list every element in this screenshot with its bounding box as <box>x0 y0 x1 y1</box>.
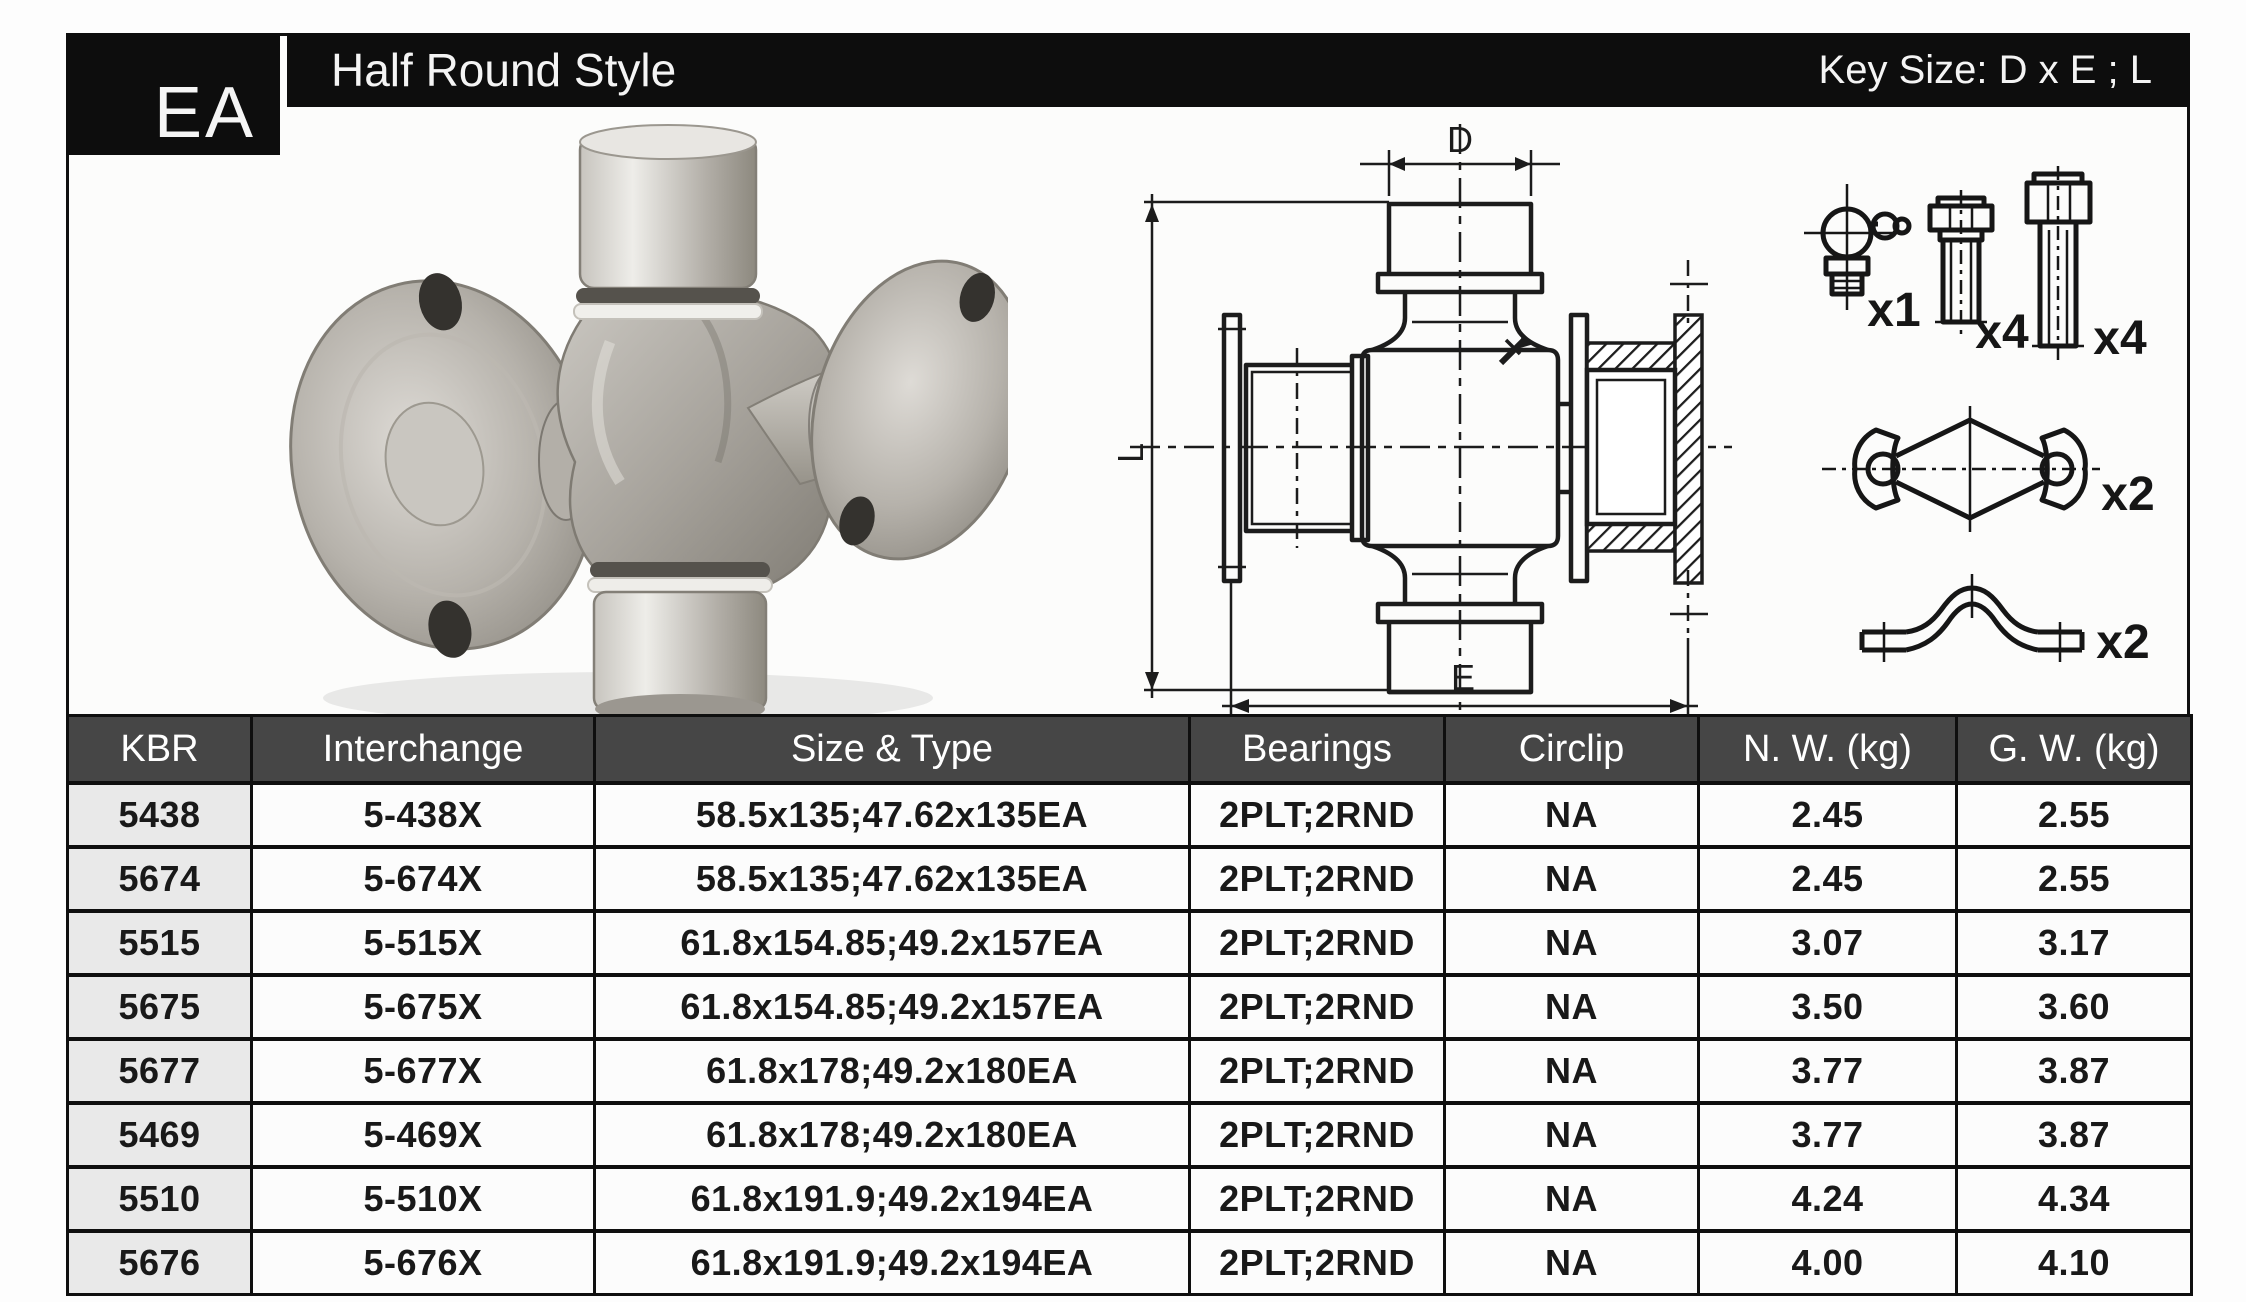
table-cell: 61.8x154.85;49.2x157EA <box>595 975 1190 1039</box>
table-cell: 3.87 <box>1957 1103 2192 1167</box>
table-cell: 61.8x191.9;49.2x194EA <box>595 1167 1190 1231</box>
bottom-bearing-cup <box>588 562 772 724</box>
table-cell: 3.07 <box>1699 911 1957 975</box>
table-cell: 5-515X <box>252 911 595 975</box>
grease-fitting-qty: x1 <box>1867 284 1921 337</box>
column-header: Circlip <box>1445 716 1699 784</box>
table-cell: 2.45 <box>1699 847 1957 911</box>
table-cell: 58.5x135;47.62x135EA <box>595 783 1190 847</box>
table-cell: NA <box>1445 1231 1699 1295</box>
table-cell: NA <box>1445 783 1699 847</box>
series-badge-label: EA <box>153 73 256 153</box>
long-bolt-qty: x4 <box>2093 312 2147 365</box>
column-header: Bearings <box>1190 716 1445 784</box>
u-joint-drawing <box>1060 108 1780 730</box>
table-row <box>68 847 2192 911</box>
table-cell: 2PLT;2RND <box>1190 1167 1445 1231</box>
table-cell: 5676 <box>68 1231 252 1295</box>
table-cell: NA <box>1445 1103 1699 1167</box>
top-bearing-cup <box>574 125 762 319</box>
title-bar <box>287 33 2190 107</box>
table-cell: 5-674X <box>252 847 595 911</box>
u-joint-photo-image <box>228 110 1008 730</box>
table-cell: 61.8x154.85;49.2x157EA <box>595 911 1190 975</box>
column-header: Interchange <box>252 716 595 784</box>
key-size-legend: Key Size: D x E ; L <box>1818 47 2152 92</box>
hardware-kit-svg <box>1790 138 2190 710</box>
table-cell: 5-469X <box>252 1103 595 1167</box>
table-cell: 3.60 <box>1957 975 2192 1039</box>
table-cell: 5510 <box>68 1167 252 1231</box>
table-cell: 2.55 <box>1957 783 2192 847</box>
table-cell: NA <box>1445 1167 1699 1231</box>
table-row <box>68 975 2192 1039</box>
table-cell: 5438 <box>68 783 252 847</box>
table-cell: 3.77 <box>1699 1103 1957 1167</box>
dim-label-E: E <box>1450 657 1476 698</box>
table-cell: 5675 <box>68 975 252 1039</box>
table-cell: 2.45 <box>1699 783 1957 847</box>
table-cell: 5677 <box>68 1039 252 1103</box>
table-cell: 3.17 <box>1957 911 2192 975</box>
table-row <box>68 1039 2192 1103</box>
table-cell: 5-438X <box>252 783 595 847</box>
column-header: Size & Type <box>595 716 1190 784</box>
table-cell: 61.8x178;49.2x180EA <box>595 1039 1190 1103</box>
series-badge <box>66 33 280 155</box>
table-cell: 4.00 <box>1699 1231 1957 1295</box>
table-cell: 2PLT;2RND <box>1190 783 1445 847</box>
table-cell: 58.5x135;47.62x135EA <box>595 847 1190 911</box>
table-cell: 5-677X <box>252 1039 595 1103</box>
column-header: G. W. (kg) <box>1957 716 2192 784</box>
table-cell: 5-510X <box>252 1167 595 1231</box>
table-cell: 61.8x178;49.2x180EA <box>595 1103 1190 1167</box>
table-cell: NA <box>1445 1039 1699 1103</box>
table-cell: 4.10 <box>1957 1231 2192 1295</box>
hardware-kit-icons <box>1790 138 2190 710</box>
parts-table-header-row <box>68 716 2192 784</box>
table-cell: 2PLT;2RND <box>1190 1039 1445 1103</box>
table-row <box>68 1231 2192 1295</box>
table-cell: 5515 <box>68 911 252 975</box>
table-cell: 2PLT;2RND <box>1190 975 1445 1039</box>
bearing-strap-qty: x2 <box>2096 616 2150 669</box>
table-cell: 3.50 <box>1699 975 1957 1039</box>
table-cell: 2PLT;2RND <box>1190 847 1445 911</box>
bearing-strap-icon <box>1862 574 2082 662</box>
table-cell: NA <box>1445 911 1699 975</box>
column-header: N. W. (kg) <box>1699 716 1957 784</box>
table-row <box>68 1103 2192 1167</box>
table-cell: NA <box>1445 975 1699 1039</box>
long-bolt-icon <box>2027 166 2090 362</box>
table-row <box>68 783 2192 847</box>
dim-label-D: D <box>1447 119 1473 160</box>
column-header: KBR <box>68 716 252 784</box>
table-row <box>68 911 2192 975</box>
table-cell: 2PLT;2RND <box>1190 1231 1445 1295</box>
table-cell: 4.24 <box>1699 1167 1957 1231</box>
table-cell: 3.77 <box>1699 1039 1957 1103</box>
short-bolt-qty: x4 <box>1975 306 2029 359</box>
table-cell: NA <box>1445 847 1699 911</box>
product-photo <box>228 110 1008 730</box>
wing-bearing-qty: x2 <box>2101 468 2155 521</box>
table-cell: 2.55 <box>1957 847 2192 911</box>
dim-label-L: L <box>1110 442 1151 464</box>
table-cell: 2PLT;2RND <box>1190 911 1445 975</box>
parts-table <box>66 714 2193 1296</box>
table-cell: 5674 <box>68 847 252 911</box>
table-row <box>68 1167 2192 1231</box>
dimension-drawing <box>1060 108 1780 730</box>
wing-bearing-plate-icon <box>1822 406 2100 532</box>
table-cell: 5-675X <box>252 975 595 1039</box>
table-cell: 61.8x191.9;49.2x194EA <box>595 1231 1190 1295</box>
page-title: Half Round Style <box>331 44 677 96</box>
table-cell: 4.34 <box>1957 1167 2192 1231</box>
table-cell: 3.87 <box>1957 1039 2192 1103</box>
table-cell: 5469 <box>68 1103 252 1167</box>
grease-point-mark <box>1501 332 1534 363</box>
parts-table-body <box>68 783 2192 1295</box>
table-cell: 2PLT;2RND <box>1190 1103 1445 1167</box>
table-cell: 5-676X <box>252 1231 595 1295</box>
